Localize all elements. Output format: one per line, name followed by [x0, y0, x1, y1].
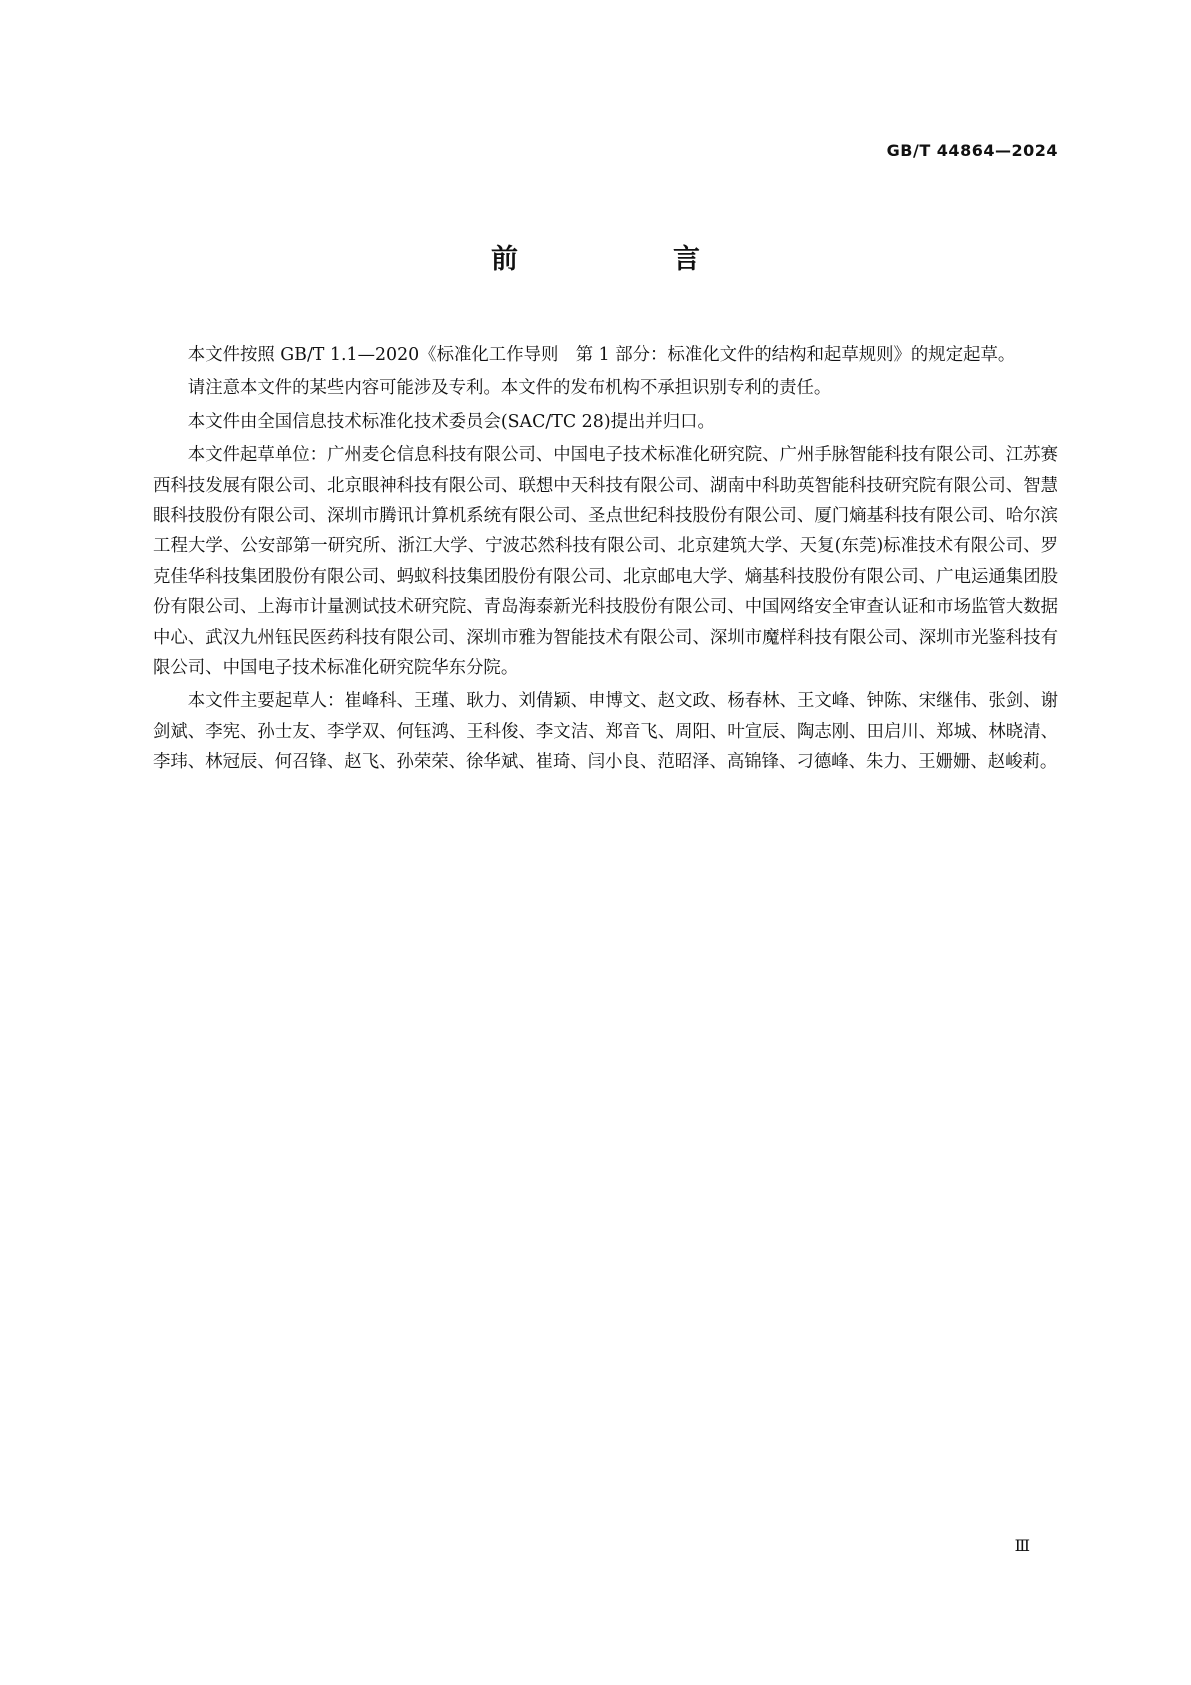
- document-number: GB/T 44864—2024: [886, 141, 1058, 160]
- foreword-body: [153, 340, 1058, 781]
- paragraph-drafting-rules: 本文件按照 GB/T 1.1—2020《标准化工作导则 第 1 部分：标准化文件的结构和起草规则》的规定起草。: [187, 345, 1016, 365]
- paragraph-patent-notice: 请注意本文件的某些内容可能涉及专利。本文件的发布机构不承担识别专利的责任。: [187, 378, 832, 399]
- paragraph-drafters: 本文件主要起草人：崔峰科、王瑾、耿力、刘倩颖、申博文、赵文政、杨春林、王文峰、钟陈、宋继伟、张剑、谢剑斌、李宪、孙士友、李学双、何钰鸿、王科俊、李文洁、郑音飞、周阳、叶宣辰、陶志刚、田启川、郑城、林晓清、李玮、林冠辰、何召锋、赵飞、孙荣荣、徐华斌、崔琦、闫小良、范昭泽、高锦锋、刁德峰、朱力、王姗姗、赵峻莉。: [153, 691, 1058, 773]
- paragraph-drafting-units: 本文件起草单位：广州麦仑信息科技有限公司、中国电子技术标准化研究院、广州手脉智能科技有限公司、江苏赛西科技发展有限公司、北京眼神科技有限公司、联想中天科技有限公司、湖南中科助英智能科技研究院有限公司、智慧眼科技股份有限公司、深圳市腾讯计算机系统有限公司、圣点世纪科技股份有限公司、厦门熵基科技有限公司、哈尔滨工程大学、公安部第一研究所、浙江大学、宁波芯然科技有限公司、北京建筑大学、天复(东莞)标准技术有限公司、罗克佳华科技集团股份有限公司、蚂蚁科技集团股份有限公司、北京邮电大学、熵基科技股份有限公司、广电运通集团股份有限公司、上海市计量测试技术研究院、青岛海泰新光科技股份有限公司、中国网络安全审查认证和市场监管大数据中心、武汉九州钰民医药科技有限公司、深圳市雅为智能技术有限公司、深圳市魔样科技有限公司、深圳市光鉴科技有限公司、中国电子技术标准化研究院华东分院。: [153, 445, 1058, 679]
- paragraph-proposer: 本文件由全国信息技术标准化技术委员会(SAC/TC 28)提出并归口。: [187, 411, 715, 432]
- page-number: Ⅲ: [1014, 1536, 1030, 1555]
- page-title: 前 言: [491, 244, 764, 275]
